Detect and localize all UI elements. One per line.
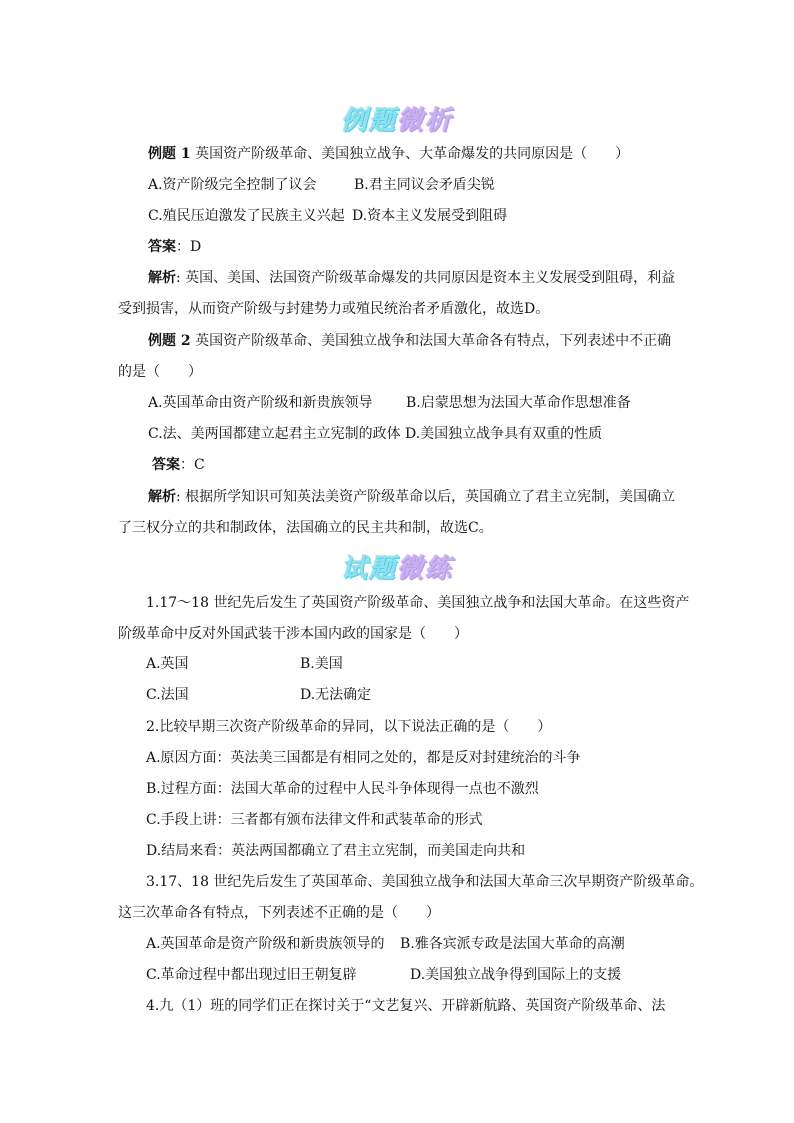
example-2-option-d: D.美国独立战争具有双重的性质 bbox=[405, 426, 603, 442]
example-2-analysis-text: : 根据所学知识可知英法美资产阶级革命以后，英国确立了君主立宪制，美国确立 bbox=[176, 489, 676, 505]
question-3-option-c: C.革命过程中都出现过旧王朝复辟 bbox=[146, 967, 357, 983]
question-1-option-c: C.法国 bbox=[146, 687, 189, 703]
example-1-label: 例题 1 bbox=[148, 146, 191, 162]
question-3-line-2: 这三次革命各有特点，下列表述不正确的是（ ） bbox=[118, 905, 440, 921]
example-2-option-b: B.启蒙思想为法国大革命作思想准备 bbox=[406, 395, 631, 411]
example-2-stem: 英国资产阶级革命、美国独立战争和法国大革命各有特点，下列表述中不正确 bbox=[190, 333, 672, 349]
question-1-line-1: 1.17～18 世纪先后发生了英国资产阶级革命、美国独立战争和法国大革命。在这些资产 bbox=[146, 595, 690, 611]
example-1-analysis-text: : 英国、美国、法国资产阶级革命爆发的共同原因是资本主义发展受到阻碍，利益 bbox=[176, 270, 676, 286]
example-2-option-a: A.英国革命由资产阶级和新贵族领导 bbox=[148, 395, 373, 411]
example-1-answer bbox=[148, 238, 201, 256]
heading-part-2: 微析 bbox=[397, 106, 454, 136]
question-2-line-1: 2.比较早期三次资产阶级革命的异同，以下说法正确的是（ ） bbox=[146, 719, 552, 735]
example-2-question-line-2: 的是（ ） bbox=[118, 364, 202, 380]
example-2-label: 例题 2 bbox=[148, 333, 191, 349]
question-1-option-a: A.英国 bbox=[146, 656, 189, 672]
example-1-analysis-line-2: 受到损害，从而资产阶级与封建势力或殖民统治者矛盾激化，故选D。 bbox=[118, 301, 550, 317]
example-1-option-a: A.资产阶级完全控制了议会 bbox=[148, 177, 317, 193]
question-2-option-c: C.手段上讲：三者都有颁布法律文件和武装革命的形式 bbox=[146, 812, 483, 828]
question-1-option-b: B.美国 bbox=[300, 656, 343, 672]
example-1-option-b: B.君主同议会矛盾尖锐 bbox=[354, 177, 495, 193]
example-1-analysis-line-1 bbox=[148, 269, 675, 287]
question-1-option-d: D.无法确定 bbox=[300, 687, 372, 703]
question-2-option-a: A.原因方面：英法美三国都是有相同之处的，都是反对封建统治的斗争 bbox=[146, 750, 581, 766]
heading-part-2: 微练 bbox=[397, 554, 454, 584]
example-1-option-c: C.殖民压迫激发了民族主义兴起 bbox=[148, 208, 345, 224]
section-heading-exercises bbox=[0, 548, 794, 585]
question-3-option-d: D.美国独立战争得到国际上的支援 bbox=[410, 967, 622, 983]
question-2-option-d: D.结局来看：英法两国都确立了君主立宪制，而美国走向共和 bbox=[146, 843, 526, 859]
example-2-analysis-line-1 bbox=[148, 488, 675, 506]
example-2-option-c: C.法、美两国都建立起君主立宪制的政体 bbox=[148, 426, 401, 442]
heading-part-1: 例题 bbox=[340, 106, 397, 136]
example-1-answer-label: 答案 bbox=[148, 239, 176, 255]
question-3-option-a: A.英国革命是资产阶级和新贵族领导的 bbox=[146, 936, 385, 952]
example-2-answer-label: 答案 bbox=[152, 457, 180, 473]
example-1-option-d: D.资本主义发展受到阻碍 bbox=[352, 208, 508, 224]
example-1-answer-value: ：D bbox=[176, 239, 202, 255]
example-2-answer bbox=[152, 456, 205, 474]
question-3-option-b: B.雅各宾派专政是法国大革命的高潮 bbox=[400, 936, 625, 952]
question-2-option-b: B.过程方面：法国大革命的过程中人民斗争体现得一点也不激烈 bbox=[146, 781, 539, 797]
example-1-stem: 英国资产阶级革命、美国独立战争、大革命爆发的共同原因是（ ） bbox=[190, 146, 630, 162]
example-2-analysis-line-2: 了三权分立的共和制政体，法国确立的民主共和制，故选C。 bbox=[118, 520, 493, 536]
example-2-question-line-1 bbox=[148, 332, 671, 350]
section-heading-examples bbox=[0, 100, 794, 137]
question-3-line-1: 3.17、18 世纪先后发生了英国革命、美国独立战争和法国大革命三次早期资产阶级革命。 bbox=[146, 874, 704, 890]
example-2-answer-value: ：C bbox=[180, 457, 205, 473]
example-1-question bbox=[148, 145, 629, 163]
heading-part-1: 试题 bbox=[340, 554, 397, 584]
example-1-analysis-label: 解析 bbox=[148, 270, 176, 286]
example-2-analysis-label: 解析 bbox=[148, 489, 176, 505]
question-4-line-1: 4.九（1）班的同学们正在探讨关于“文艺复兴、开辟新航路、英国资产阶级革命、法 bbox=[146, 998, 666, 1014]
question-1-line-2: 阶级革命中反对外国武装干涉本国内政的国家是（ ） bbox=[118, 626, 468, 642]
